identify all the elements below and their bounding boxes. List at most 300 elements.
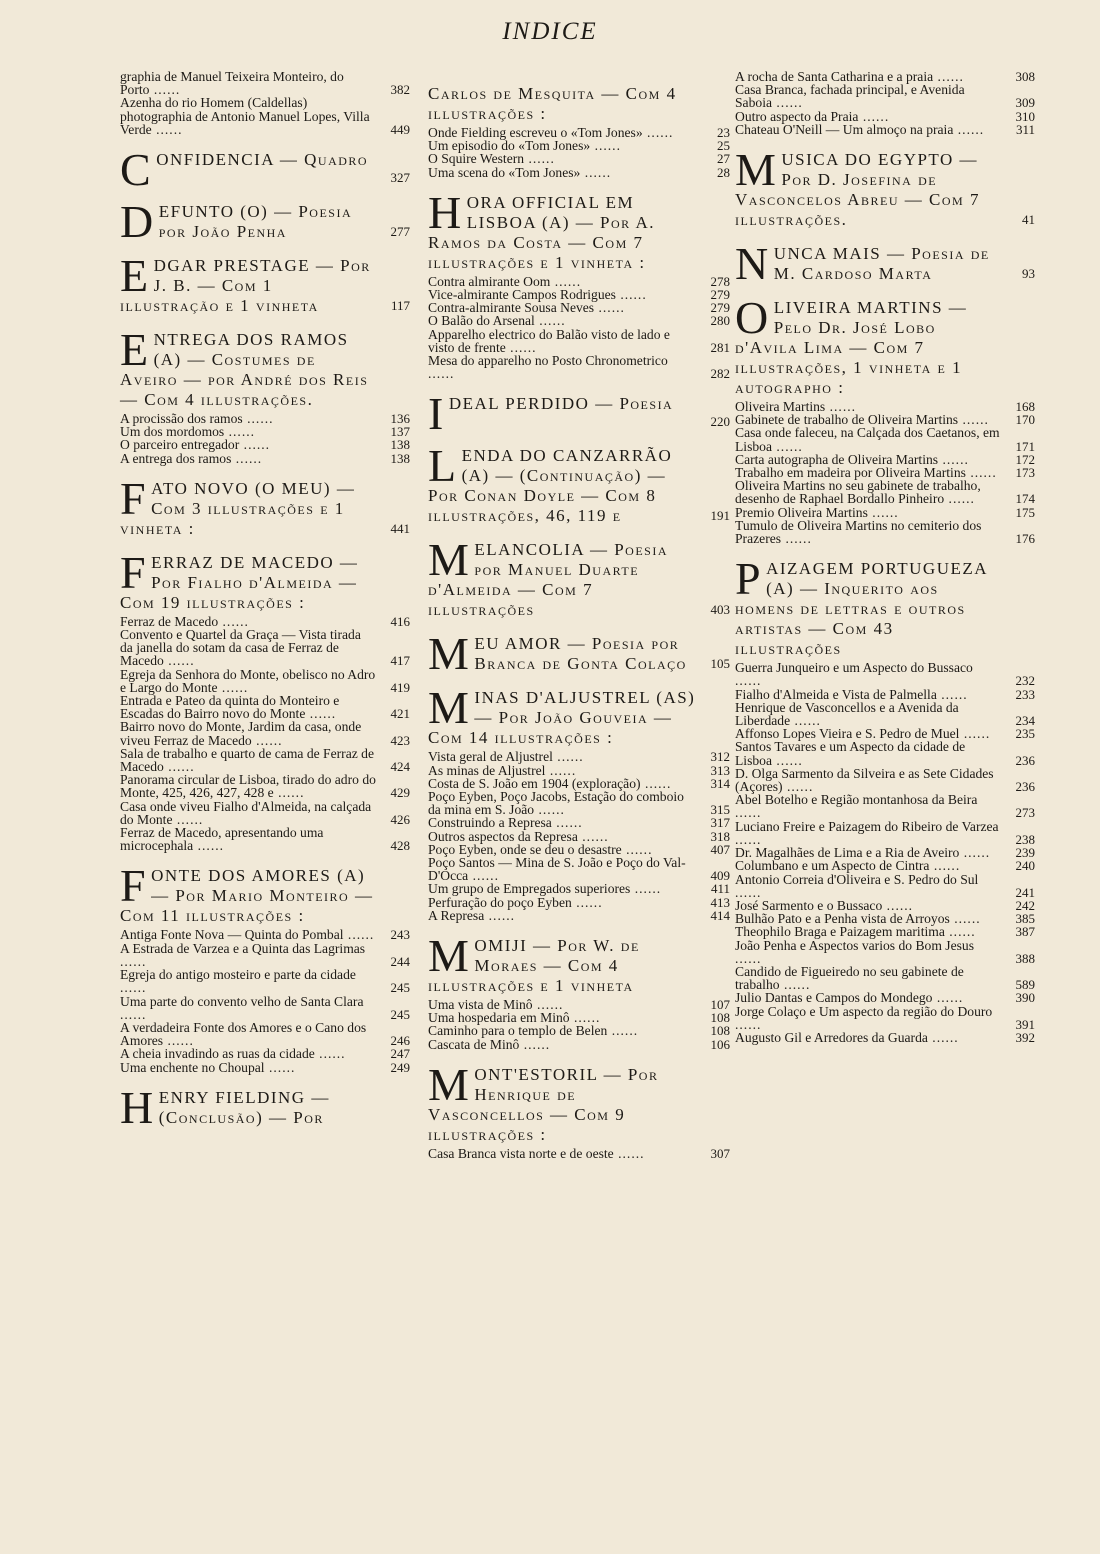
- entry-page-number: 385: [1015, 911, 1035, 927]
- section-page-number: [696, 271, 730, 273]
- entry-page-number: 25: [717, 138, 730, 154]
- dot-leader: ......: [172, 811, 204, 827]
- index-entry: [120, 928, 410, 941]
- section-title: MUSICA DO EGYPTO — Por D. Josefina de Vasconcelos Abreu — Com 7 illustrações.: [735, 144, 980, 230]
- dot-leader: ......: [735, 950, 762, 966]
- section-items: [428, 275, 730, 381]
- dot-leader: ......: [932, 990, 964, 1006]
- dot-leader: ......: [630, 881, 662, 897]
- entry-title: Egreja do antigo mosteiro e parte da cidade ......: [120, 967, 356, 996]
- section-title: MOMIJI — Por W. de Moraes — Com 4 illustrações e 1 vinheta: [428, 930, 640, 996]
- dot-leader: ......: [735, 831, 762, 847]
- entry-title: Fialho d'Almeida e Vista de Palmella ......: [735, 686, 968, 702]
- section-items: [428, 126, 730, 179]
- section-items: [120, 412, 410, 465]
- drop-cap: H: [428, 186, 463, 238]
- index-section: [120, 546, 410, 854]
- dot-leader: ......: [615, 287, 647, 303]
- index-section: [428, 628, 730, 680]
- dot-leader: ......: [163, 759, 195, 775]
- entry-page-number: 318: [710, 828, 730, 844]
- entry-title: Henrique de Vasconcellos e a Avenida da Liberdade ......: [735, 699, 959, 729]
- entry-page-number: 249: [390, 1059, 410, 1075]
- entry-title: Antiga Fonte Nova — Quinta do Pombal ......: [120, 927, 375, 943]
- entry-page-number: 234: [1015, 713, 1035, 729]
- entry-page-number: 307: [710, 1145, 730, 1161]
- index-section: [120, 196, 410, 248]
- entry-title: Outros aspectos da Represa ......: [428, 828, 609, 844]
- index-section: [428, 930, 730, 1052]
- entry-title: Poço Eyben, Poço Jacobs, Estação do comboio da mina em S. João ......: [428, 789, 684, 818]
- drop-cap: M: [735, 144, 778, 196]
- section-heading: [428, 534, 730, 620]
- index-section: [428, 186, 730, 382]
- entry-title: Ferraz de Macedo ......: [120, 613, 249, 629]
- entry-title: Luciano Freire e Paizagem do Ribeiro de Varzea ......: [735, 818, 999, 847]
- dot-leader: ......: [936, 686, 968, 702]
- dot-leader: ......: [590, 138, 621, 154]
- section-title: FONTE DOS AMORES (A) — Por Mario Monteiro — Com 11 illustrações :: [120, 860, 374, 926]
- dot-leader: ......: [790, 713, 821, 729]
- dot-leader: ......: [929, 858, 961, 874]
- index-section: [120, 324, 410, 466]
- section-page-number: [696, 1143, 730, 1145]
- dot-leader: ......: [735, 1016, 762, 1032]
- entry-page-number: 589: [1015, 977, 1035, 993]
- index-entry: [120, 720, 410, 746]
- entry-page-number: 313: [710, 762, 730, 778]
- section-page-number: [376, 611, 410, 613]
- index-entry: [120, 773, 410, 799]
- dot-leader: ......: [239, 437, 271, 453]
- section-heading: [120, 144, 410, 196]
- entry-title: Apparelho electrico do Balão visto de lado e visto de frente ......: [428, 326, 670, 355]
- dot-leader: ......: [120, 953, 147, 969]
- index-entry: [735, 793, 1035, 819]
- entry-page-number: 423: [390, 732, 410, 748]
- dot-leader: ......: [120, 980, 147, 996]
- entry-page-number: 407: [710, 841, 730, 857]
- entry-title: Casa Branca, fachada principal, e Avenida Saboia ......: [735, 82, 965, 111]
- dot-leader: ......: [858, 108, 890, 124]
- dot-leader: ......: [613, 1145, 645, 1161]
- dot-leader: ......: [305, 706, 337, 722]
- entry-page-number: 171: [1015, 438, 1035, 454]
- entry-page-number: 245: [390, 1006, 410, 1022]
- dot-leader: ......: [519, 1036, 551, 1052]
- drop-cap: M: [428, 1058, 471, 1110]
- section-page-number: 441: [390, 520, 410, 536]
- section-page-number: 41: [1022, 212, 1035, 228]
- section-heading: [428, 930, 730, 996]
- dot-leader: ......: [944, 924, 976, 940]
- entry-page-number: 280: [710, 313, 730, 329]
- entry-page-number: 417: [390, 653, 410, 669]
- entry-title: Guerra Junqueiro e um Aspecto do Bussaco ......: [735, 660, 973, 689]
- entry-title: Contra almirante Oom ......: [428, 273, 582, 289]
- entry-page-number: 239: [1015, 845, 1035, 861]
- section-title: NUNCA MAIS — Poesia de M. Cardoso Marta: [735, 238, 990, 290]
- dot-leader: ......: [577, 828, 609, 844]
- entry-page-number: 173: [1015, 465, 1035, 481]
- index-section: [735, 292, 1035, 547]
- dot-leader: ......: [779, 977, 811, 993]
- entry-title: Uma vista de Minô ......: [428, 997, 564, 1013]
- section-heading: [735, 553, 1035, 659]
- entry-page-number: 108: [710, 1023, 730, 1039]
- entry-page-number: 238: [1015, 831, 1035, 847]
- dot-leader: ......: [224, 424, 256, 440]
- section-page-number: 220: [710, 414, 730, 430]
- section-title: ENTREGA DOS RAMOS (A) — Costumes de Aveiro — por André dos Reis — Com 4 illustrações.: [120, 324, 369, 410]
- entry-page-number: 421: [390, 706, 410, 722]
- section-title: HENRY FIELDING — (Conclusão) — Por: [120, 1081, 330, 1133]
- dot-leader: ......: [569, 1010, 601, 1026]
- index-entry: [120, 1021, 410, 1047]
- entry-page-number: 243: [390, 927, 410, 943]
- section-title: PAIZAGEM PORTUGUEZA (A) — Inquerito aos homens de lettras e outros artistas — Com 43 illustrações: [735, 553, 988, 659]
- dot-leader: ......: [468, 868, 499, 884]
- entry-title: Columbano e um Aspecto de Cintra ......: [735, 858, 961, 874]
- index-section: [120, 250, 410, 316]
- entry-title: Poço Santos — Mina de S. João e Poço do Val-D'Occa ......: [428, 855, 686, 884]
- section-title: MINAS D'ALJUSTREL (AS) — Por João Gouveia — Com 14 illustrações :: [428, 682, 696, 748]
- entry-title: João Penha e Aspectos varios do Bom Jesus ......: [735, 937, 974, 966]
- entry-page-number: 245: [390, 980, 410, 996]
- index-section: [120, 472, 410, 539]
- entry-page-number: 309: [1015, 95, 1035, 111]
- section-heading: [120, 324, 410, 410]
- section-items: [120, 928, 410, 1073]
- entry-title: Oliveira Martins ......: [735, 399, 857, 415]
- entry-title: Caminho para o templo de Belen ......: [428, 1023, 639, 1039]
- entry-title: A Represa ......: [428, 907, 516, 923]
- entry-title: Perfuração do poço Eyben ......: [428, 894, 603, 910]
- dot-leader: ......: [772, 438, 803, 454]
- dot-leader: ......: [552, 749, 584, 765]
- entry-page-number: 391: [1015, 1016, 1035, 1032]
- entry-page-number: 107: [710, 997, 730, 1013]
- index-section: [428, 682, 730, 923]
- entry-page-number: 281: [710, 339, 730, 355]
- drop-cap: D: [120, 196, 155, 248]
- drop-cap: O: [735, 292, 770, 344]
- dot-leader: ......: [273, 785, 305, 801]
- entry-page-number: 246: [390, 1033, 410, 1049]
- section-page-number: 117: [390, 298, 410, 314]
- section-heading: [428, 1058, 730, 1145]
- index-entry: [735, 767, 1035, 793]
- entry-title: Carta autographa de Oliveira Martins ......: [735, 451, 969, 467]
- dot-leader: ......: [242, 411, 274, 427]
- entry-title: Jorge Colaço e Um aspecto da região do Douro ......: [735, 1003, 993, 1032]
- drop-cap: M: [428, 534, 471, 586]
- entry-title: Mesa do apparelho no Posto Chronometrico ......: [428, 353, 668, 382]
- section-page-number: [1001, 657, 1035, 659]
- index-section: [428, 534, 730, 620]
- section-heading: [428, 440, 730, 526]
- entry-page-number: 419: [390, 679, 410, 695]
- index-entry: [120, 800, 410, 826]
- index-section: [120, 860, 410, 1075]
- index-entry: [735, 701, 1035, 727]
- drop-cap: M: [428, 628, 471, 680]
- entry-title: Casa onde faleceu, na Calçada dos Caetanos, em Lisboa ......: [735, 425, 1000, 454]
- entry-title: Gabinete de trabalho de Oliveira Martins ......: [735, 412, 989, 428]
- entry-page-number: 416: [390, 613, 410, 629]
- index-entry: [120, 694, 410, 720]
- entry-title: Tumulo de Oliveira Martins no cemiterio dos Prazeres ......: [735, 517, 982, 547]
- index-entry: [735, 965, 1035, 991]
- index-entry: [120, 968, 410, 994]
- entry-title: Uma hospedaria em Minô ......: [428, 1010, 601, 1026]
- entry-title: Abel Botelho e Região montanhosa da Beira ......: [735, 792, 978, 821]
- section-heading: [120, 250, 410, 316]
- section-heading: [428, 682, 730, 748]
- entry-title: Augusto Gil e Arredores da Guarda ......: [735, 1029, 959, 1045]
- section-page-number: 93: [1022, 266, 1035, 282]
- index-entry: [735, 661, 1035, 687]
- entry-page-number: 27: [717, 151, 730, 167]
- dot-leader: ......: [965, 465, 997, 481]
- entry-page-number: 235: [1015, 726, 1035, 742]
- entry-title: Affonso Lopes Vieira e S. Pedro de Muel ......: [735, 726, 991, 742]
- entry-title: As minas de Aljustrel ......: [428, 762, 577, 778]
- section-title: MELANCOLIA — Poesia por Manuel Duarte d'Almeida — Com 7 illustrações: [428, 534, 669, 620]
- dot-leader: ......: [149, 82, 181, 98]
- index-entry: [120, 747, 410, 773]
- dot-leader: ......: [163, 653, 195, 669]
- drop-cap: P: [735, 553, 763, 605]
- section-title: IDEAL PERDIDO — Poesia: [428, 388, 674, 440]
- entry-title: Sala de trabalho e quarto de cama de Ferraz de Macedo ......: [120, 745, 375, 775]
- entry-page-number: 23: [717, 125, 730, 140]
- dot-leader: ......: [251, 732, 283, 748]
- entry-page-number: 382: [390, 82, 410, 98]
- page-title: INDICE: [502, 18, 598, 45]
- entry-page-number: 413: [710, 894, 730, 910]
- section-title: FATO NOVO (O MEU) — Com 3 illustrações e 1 vinheta :: [120, 472, 356, 538]
- entry-page-number: 390: [1015, 990, 1035, 1006]
- section-heading: [428, 628, 730, 680]
- entry-page-number: 388: [1015, 950, 1035, 966]
- entry-title: Trabalho em madeira por Oliveira Martins ......: [735, 465, 997, 481]
- dot-leader: ......: [938, 451, 969, 467]
- index-entry: [735, 873, 1035, 899]
- entry-title: Uma enchente no Choupal ......: [120, 1059, 296, 1075]
- dot-leader: ......: [949, 911, 981, 927]
- index-entry: [428, 909, 730, 922]
- section-items: [735, 400, 1035, 545]
- entry-page-number: 426: [390, 811, 410, 827]
- entry-title: Egreja da Senhora do Monte, obelisco no Adro e Largo do Monte ......: [120, 666, 376, 695]
- entry-page-number: 137: [390, 424, 410, 440]
- entry-title: Azenha do rio Homem (Caldellas) photographia de Antonio Manuel Lopes, Villa Verde ......: [120, 95, 370, 137]
- dot-leader: ......: [959, 726, 991, 742]
- index-entry: [428, 1147, 730, 1160]
- index-entry: [735, 506, 1035, 519]
- entry-page-number: 429: [390, 785, 410, 801]
- dot-leader: ......: [163, 1033, 194, 1049]
- entry-page-number: 172: [1015, 451, 1035, 467]
- entry-page-number: 310: [1015, 108, 1035, 124]
- section-heading: [428, 186, 730, 273]
- entry-title: Poço Eyben, onde se deu o desastre ......: [428, 841, 653, 857]
- index-entry: [120, 942, 410, 968]
- index-entry: [120, 70, 410, 96]
- dot-leader: ......: [571, 894, 603, 910]
- entry-page-number: 247: [390, 1046, 410, 1062]
- entry-page-number: 315: [710, 802, 730, 818]
- entry-title: Dr. Magalhães de Lima e a Ria de Aveiro ......: [735, 845, 991, 861]
- entry-title: Theophilo Braga e Paizagem maritima ......: [735, 924, 976, 940]
- entry-page-number: 414: [710, 907, 730, 923]
- drop-cap: F: [120, 546, 148, 598]
- entry-page-number: 138: [390, 450, 410, 466]
- dot-leader: ......: [933, 69, 964, 84]
- dot-leader: ......: [343, 927, 375, 943]
- dot-leader: ......: [735, 884, 762, 900]
- entry-title: Santos Tavares e um Aspecto da cidade de Lisboa ......: [735, 739, 966, 768]
- drop-cap: I: [428, 388, 445, 440]
- entry-title: Ferraz de Macedo, apresentando uma microcephala ......: [120, 825, 324, 854]
- index-entry: [428, 1038, 730, 1051]
- entry-title: Bairro novo do Monte, Jardim da casa, onde viveu Ferraz de Macedo ......: [120, 719, 362, 748]
- entry-title: Antonio Correia d'Oliveira e S. Pedro do Sul ......: [735, 871, 979, 900]
- entry-page-number: 136: [390, 411, 410, 427]
- index-entry: [428, 354, 730, 380]
- entry-title: Um episodio do «Tom Jones» ......: [428, 138, 621, 154]
- entry-title: A rocha de Santa Catharina e a praia ......: [735, 69, 964, 84]
- section-page-number: [376, 924, 410, 926]
- dot-leader: ......: [953, 121, 985, 137]
- entry-page-number: 240: [1015, 858, 1035, 874]
- entry-title: Vista geral de Aljustrel ......: [428, 749, 584, 765]
- entry-title: graphia de Manuel Teixeira Monteiro, do Porto ......: [120, 69, 344, 98]
- section-title: CONFIDENCIA — Quadro: [120, 144, 369, 196]
- index-entry: [735, 688, 1035, 701]
- entry-title: Costa de S. João em 1904 (exploração) ......: [428, 775, 672, 791]
- dot-leader: ......: [534, 313, 566, 329]
- entry-title: Uma parte do convento velho de Santa Clara ......: [120, 993, 364, 1022]
- drop-cap: E: [120, 324, 150, 376]
- dot-leader: ......: [231, 450, 263, 466]
- index-entry: [428, 790, 730, 816]
- dot-leader: ......: [772, 95, 803, 111]
- drop-cap: L: [428, 440, 458, 492]
- entry-title: Entrada e Pateo da quinta do Monteiro e Escadas do Bairro novo do Monte ......: [120, 693, 340, 722]
- entry-title: Casa Branca vista norte e de oeste ......: [428, 1145, 645, 1161]
- index-entry: [120, 826, 410, 852]
- entry-title: Outro aspecto da Praia ......: [735, 108, 890, 124]
- index-entry: [735, 939, 1035, 965]
- index-entry: [428, 896, 730, 909]
- index-section: [735, 238, 1035, 290]
- index-section: [120, 144, 410, 196]
- section-title: Carlos de Mesquita — Com 4 illustrações :: [428, 84, 677, 123]
- section-title: OLIVEIRA MARTINS — Pelo Dr. José Lobo d'Avila Lima — Com 7 illustrações, 1 vinheta e 1 autographo :: [735, 292, 968, 398]
- section-title: EDGAR PRESTAGE — Por J. B. — Com 1 illustração e 1 vinheta: [120, 250, 371, 316]
- section-heading: [120, 546, 410, 613]
- section-heading: [428, 84, 730, 124]
- drop-cap: M: [428, 930, 471, 982]
- index-entry: [120, 438, 410, 451]
- entry-page-number: 106: [710, 1036, 730, 1052]
- entry-title: Oliveira Martins no seu gabinete de trabalho, desenho de Raphael Bordallo Pinheiro ......: [735, 478, 981, 507]
- index-section: [428, 388, 730, 440]
- index-entry: [735, 820, 1035, 846]
- section-page-number: [1001, 396, 1035, 398]
- dot-leader: ......: [193, 838, 225, 854]
- entry-page-number: 28: [717, 164, 730, 180]
- entry-page-number: 311: [1015, 121, 1035, 137]
- section-title: DEFUNTO (O) — Poesia por João Penha: [120, 196, 353, 248]
- dot-leader: ......: [534, 802, 565, 818]
- drop-cap: M: [428, 682, 471, 734]
- drop-cap: C: [120, 144, 153, 196]
- index-entry: [735, 740, 1035, 766]
- entry-title: Chateau O'Neill — Um almoço na praia ......: [735, 121, 985, 137]
- section-page-number: [696, 994, 730, 996]
- entry-page-number: 138: [390, 437, 410, 453]
- dot-leader: ......: [772, 752, 803, 768]
- entry-page-number: 244: [390, 953, 410, 969]
- entry-page-number: 282: [710, 366, 730, 382]
- section-page-number: 105: [710, 656, 730, 672]
- index-entry: [428, 830, 730, 843]
- drop-cap: N: [735, 238, 770, 290]
- entry-title: A entrega dos ramos ......: [120, 450, 263, 466]
- section-page-number: [376, 408, 410, 410]
- section-title: LENDA DO CANZARRÃO (A) — (Continuação) — Por Conan Doyle — Com 8 illustrações, 46, 119 e: [428, 440, 673, 526]
- section-page-number: [376, 1126, 410, 1128]
- entry-page-number: 278: [710, 273, 730, 289]
- entry-title: Premio Oliveira Martins ......: [735, 504, 899, 520]
- index-entry: [735, 1031, 1035, 1044]
- dot-leader: ......: [640, 775, 672, 791]
- dot-leader: ......: [735, 673, 762, 689]
- entry-title: Casa onde viveu Fialho d'Almeida, na calçada do Monte ......: [120, 798, 372, 827]
- index-entry: [735, 991, 1035, 1004]
- section-heading: [120, 196, 410, 248]
- entry-page-number: 232: [1015, 673, 1035, 689]
- index-entry: [428, 764, 730, 777]
- index-entry: [120, 995, 410, 1021]
- index-section: [428, 440, 730, 526]
- section-items: [428, 998, 730, 1051]
- dot-leader: ......: [944, 491, 975, 507]
- section-page-number: [696, 746, 730, 748]
- index-entry: [735, 479, 1035, 505]
- index-entry: [120, 668, 410, 694]
- drop-cap: E: [120, 250, 150, 302]
- section-page-number: [696, 122, 730, 124]
- entry-title: O Squire Western ......: [428, 151, 555, 167]
- index-entry: [735, 123, 1035, 136]
- dot-leader: ......: [217, 679, 249, 695]
- entry-title: Contra-almirante Sousa Neves ......: [428, 300, 625, 316]
- entry-title: Construindo a Represa ......: [428, 815, 583, 831]
- index-entry: [428, 750, 730, 763]
- entry-page-number: 236: [1015, 779, 1035, 795]
- entry-page-number: 233: [1015, 686, 1035, 702]
- dot-leader: ......: [607, 1023, 639, 1039]
- entry-title: D. Olga Sarmento da Silveira e as Sete Cidades (Açores) ......: [735, 765, 994, 795]
- section-page-number: 191: [710, 508, 730, 524]
- index-section: [735, 144, 1035, 230]
- index-column-3: [735, 70, 1035, 1050]
- index-entry: [735, 859, 1035, 872]
